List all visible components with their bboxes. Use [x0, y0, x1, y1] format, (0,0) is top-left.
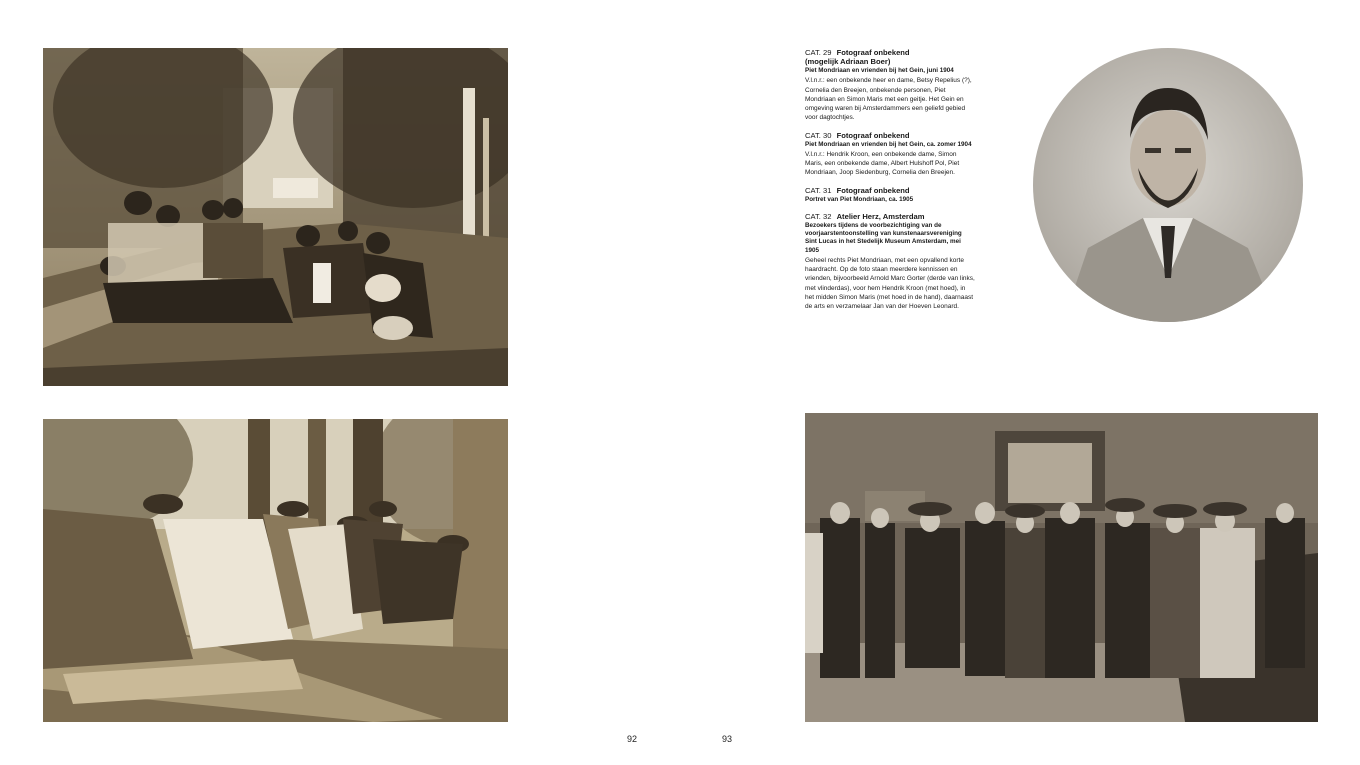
photo-exhibition-visitors-1905	[805, 413, 1318, 722]
caption-title: Fotograaf onbekend	[836, 130, 910, 140]
photo-group-gein-june-1904	[43, 48, 508, 386]
caption-title-line2: (mogelijk Adriaan Boer)	[805, 57, 891, 66]
caption-subtitle: Portret van Piet Mondriaan, ca. 1905	[805, 195, 914, 203]
caption-cat-30	[805, 131, 975, 178]
caption-number: CAT. 32	[805, 211, 832, 221]
caption-cat-29	[805, 48, 975, 123]
page-number-right: 93	[722, 734, 733, 744]
caption-title: Fotograaf onbekend	[836, 185, 910, 195]
page-number-left: 92	[627, 734, 638, 744]
caption-cat-31	[805, 186, 975, 204]
caption-title: Fotograaf onbekend	[836, 48, 910, 57]
caption-title: Atelier Herz, Amsterdam	[836, 211, 925, 221]
caption-subtitle: Bezoekers tijdens de voorbezichtiging van de voorjaarstentoonstelling van kunstenaarsvereniging Sint Lucas in het Stedelijk Museum Amsterdam, mei 1905	[805, 221, 962, 254]
photo-portrait-mondriaan	[1033, 48, 1303, 322]
caption-body: V.l.n.r.: een onbekende heer en dame, Betsy Repelius (?), Cornelia den Breejen, onbekende personen, Piet Mondriaan en Simon Maris met een geitje. Het Gein en omgeving waren bij Amsterdammers een geliefd gebied voor dagtochtjes.	[805, 77, 972, 122]
caption-subtitle: Piet Mondriaan en vrienden bij het Gein, juni 1904	[805, 67, 954, 74]
caption-subtitle: Piet Mondriaan en vrienden bij het Gein, ca. zomer 1904	[805, 140, 972, 148]
caption-number: CAT. 31	[805, 185, 832, 195]
caption-cat-32	[805, 212, 975, 312]
caption-number: CAT. 30	[805, 130, 832, 140]
caption-number: CAT. 29	[805, 48, 832, 57]
photo-group-gein-summer-1904	[43, 419, 508, 722]
caption-body: Geheel rechts Piet Mondriaan, met een opvallend korte haardracht. Op de foto staan meerdere kennissen en vrienden, bijvoorbeeld Arnold Marc Gorter (derde van links, met vlinderdas), voor hem Hendrik Kroon (met hoed), in het midden Simon Maris (met hoed in de hand), daarnaast de arts en verzamelaar Jan van der Hoeven Leonard.	[805, 256, 975, 311]
caption-body: V.l.n.r.: Hendrik Kroon, een onbekende dame, Simon Maris, een onbekende dame, Albert Hulshoff Pol, Piet Mondriaan, Joop Siedenburg, Cornelia den Breejen.	[805, 150, 960, 177]
caption-column	[805, 48, 975, 320]
